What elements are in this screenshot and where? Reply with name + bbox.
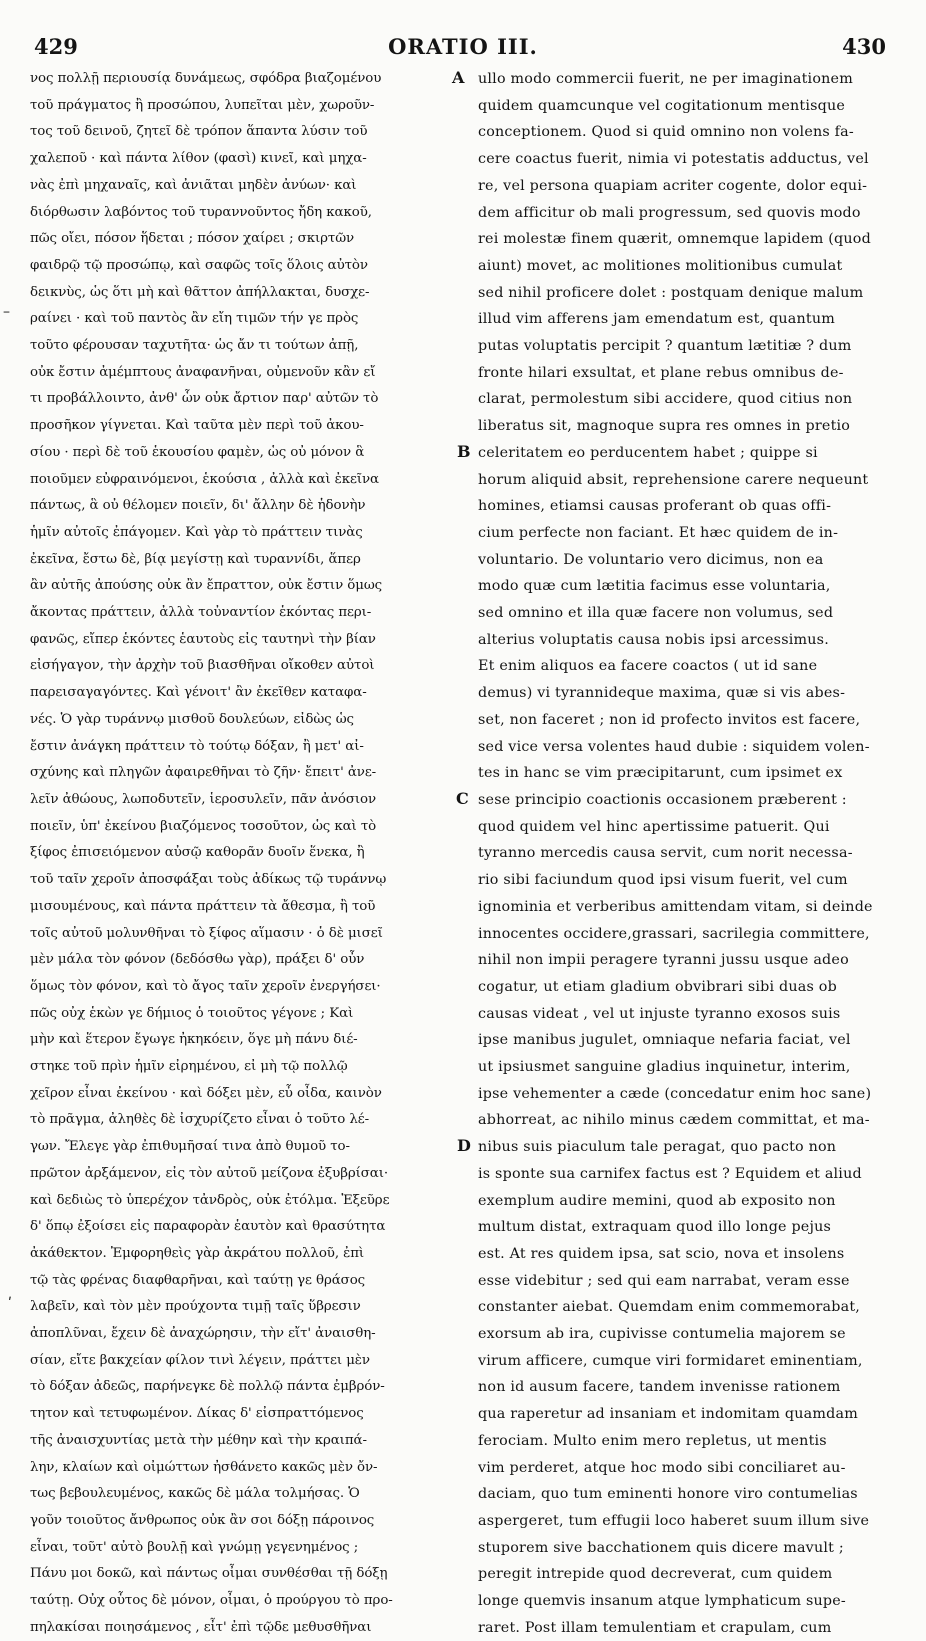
latin-text-line: clarat, permolestum sibi accidere, quod citius non bbox=[478, 391, 853, 408]
latin-text-line: causas videat , vel ut injuste tyranno exosos suis bbox=[478, 1005, 841, 1022]
latin-text-line: re, vel persona quapiam acriter cogente, dolor equi- bbox=[478, 177, 868, 194]
latin-text-line: qua raperetur ad insaniam et indomitam quamdam bbox=[478, 1406, 858, 1423]
latin-text-line: alterius voluptatis causa nobis ipsi arcessimus. bbox=[478, 631, 829, 648]
greek-text-line: ἐκεῖνα, ἔστω δὲ, βίᾳ μεγίστῃ καὶ τυραννίδι, ἅπερ bbox=[30, 551, 361, 567]
latin-text-line: liberatus sit, magnoque supra res omnes in pretio bbox=[478, 418, 851, 435]
latin-text-line: celeritatem eo perducentem habet ; quippe si bbox=[478, 444, 818, 461]
greek-text-line: ποιεῖν, ὑπ' ἐκείνου βιαζόμενος τοσοῦτον, ὡς καὶ τὸ bbox=[30, 818, 377, 834]
greek-text-line: ποιοῦμεν εὐφραινόμενοι, ἑκούσια , ἀλλὰ καὶ ἐκεῖνα bbox=[30, 471, 379, 487]
latin-text-line: quidem quamcunque vel cogitationum mentisque bbox=[478, 97, 846, 114]
latin-text-line: abhorreat, ac nihilo minus cædem committat, et ma- bbox=[478, 1112, 870, 1129]
latin-text-line: sed vice versa volentes haud dubie : siquidem volen- bbox=[478, 738, 870, 755]
greek-text-line: τῆς ἀναισχυντίας μετὰ τὴν μέθην καὶ τὴν κραιπά- bbox=[30, 1432, 367, 1448]
latin-text-line: ut ipsiusmet sanguine gladius inquinetur, interim, bbox=[478, 1059, 851, 1076]
latin-text-line: ipse manibus jugulet, omniaque nefaria faciat, vel bbox=[478, 1032, 851, 1049]
greek-text-line: ἂν αὐτῆς ἀπούσης οὐκ ἂν ἔπραττον, οὐκ ἔστιν ὅμως bbox=[30, 578, 383, 594]
greek-text-line: τως βεβουλευμένος, κακῶς δὲ μάλα τολμήσας. Ὁ bbox=[30, 1486, 360, 1502]
page-number-left: 429 bbox=[34, 34, 78, 59]
greek-text-line: πάντως, ἃ οὐ θέλομεν ποιεῖν, δι' ἄλλην δὲ ἡδονὴν bbox=[30, 498, 366, 514]
latin-text-line: cere coactus fuerit, nimia vi potestatis adductus, vel bbox=[478, 151, 869, 168]
greek-text-line: μὴν καὶ ἕτερον ἔγωγε ἠκηκόειν, ὅγε μὴ πάνυ διέ- bbox=[30, 1032, 358, 1048]
latin-text-line: voluntario. De voluntario vero dicimus, non ea bbox=[478, 551, 824, 568]
page-number-right: 430 bbox=[842, 34, 886, 59]
latin-text-line: tes in hanc se vim præcipitarunt, cum ipsimet ex bbox=[478, 765, 843, 782]
latin-text-line: virum afficere, cumque viri formidaret eminentiam, bbox=[478, 1352, 863, 1369]
greek-text-column bbox=[30, 66, 460, 1641]
greek-text-line: πρῶτον ἀρξάμενον, εἰς τὸν αὐτοῦ μείζονα ἐξυβρίσαι· bbox=[30, 1165, 389, 1181]
greek-text-line: ραίνει · καὶ τοῦ παντὸς ἂν εἴη τιμῶν τήν γε πρὸς bbox=[30, 311, 359, 327]
greek-text-line: προσῆκον γίγνεται. Καὶ ταῦτα μὲν περὶ τοῦ ἀκου- bbox=[30, 418, 364, 434]
latin-text-line: demus) vi tyrannideque maxima, quæ si vis abes- bbox=[478, 685, 846, 702]
greek-text-line: ὅμως τὸν φόνον, καὶ τὸ ἄγος ταῖν χεροῖν ἐνεργήσει· bbox=[30, 978, 381, 994]
latin-text-line: sese principio coactionis occasionem præberent : bbox=[478, 791, 847, 808]
greek-text-line: νὰς ἐπὶ μηχαναῖς, καὶ ἀνιᾶται μηδὲν ἀνύων· καὶ bbox=[30, 177, 357, 193]
latin-text-line: exorsum ab ira, cupivisse contumelia majorem se bbox=[478, 1326, 846, 1343]
greek-text-line: ἀκάθεκτον. Ἐμφορηθεὶς γὰρ ἀκράτου πολλοῦ, ἐπὶ bbox=[30, 1245, 365, 1261]
latin-text-line: conceptionem. Quod si quid omnino non volens fa- bbox=[478, 124, 854, 141]
greek-text-line: πῶς οὐχ ἑκὼν γε δήμιος ὁ τοιοῦτος γέγονε ; Καὶ bbox=[30, 1005, 354, 1021]
latin-text-line: ferociam. Multo enim mero repletus, ut mentis bbox=[478, 1432, 827, 1449]
latin-text-line: nihil non impii peragere tyranni jussu usque adeo bbox=[478, 952, 849, 969]
latin-text-line: ignominia et verberibus amittendam vitam, si deinde bbox=[478, 898, 873, 915]
greek-text-line: παρεισαγαγόντες. Καὶ γένοιτ' ἂν ἐκεῖθεν καταφα- bbox=[30, 685, 367, 701]
greek-text-line: μὲν μάλα τὸν φόνον (δεδόσθω γὰρ), πράξει δ' οὖν bbox=[30, 952, 365, 968]
greek-text-line: τι προβάλλοιντο, ἀνθ' ὧν οὐκ ἄρτιον παρ' αὐτῶν τὸ bbox=[30, 391, 379, 407]
greek-text-line: στηκε τοῦ πρὶν ἡμῖν εἰρημένου, εἰ μὴ τῷ πολλῷ bbox=[30, 1059, 348, 1075]
latin-text-line: fronte hilari exsultat, et plane rebus omnibus de- bbox=[478, 364, 844, 381]
latin-text-line: ullo modo commercii fuerit, ne per imaginationem bbox=[478, 71, 853, 87]
greek-text-line: χεῖρον εἶναι ἐκείνου · καὶ δόξει μὲν, εὖ οἶδα, καινὸν bbox=[30, 1085, 382, 1101]
greek-text-line: διόρθωσιν λαβόντος τοῦ τυραννοῦντος ἤδη κακοῦ, bbox=[30, 204, 372, 220]
latin-text-line: innocentes occidere,grassari, sacrilegia committere, bbox=[478, 925, 870, 942]
latin-text-line: daciam, quo tum eminenti honore viro contumelias bbox=[478, 1486, 858, 1503]
latin-text-line: aspergeret, tum effugii loco haberet suum illum sive bbox=[478, 1512, 870, 1529]
greek-text-line: δεικνὺς, ὡς ὅτι μὴ καὶ θᾶττον ἀπήλλακται, δυσχε- bbox=[30, 284, 370, 300]
latin-text-line: rei molestæ finem quærit, omnemque lapidem (quod bbox=[478, 231, 871, 248]
greek-text-line: τοῦ πράγματος ἢ προσώπου, λυπεῖται μὲν, χωροῦν- bbox=[30, 97, 375, 113]
latin-text-line: ipse vehementer a cæde (concedatur enim hoc sane) bbox=[478, 1085, 872, 1102]
greek-text-line: δ' ὅπῳ ἐξοίσει εἰς παραφορὰν ἑαυτὸν καὶ θρασύτητα bbox=[30, 1219, 386, 1235]
latin-text-line: cogatur, ut etiam gladium obvibrari sibi duas ob bbox=[478, 978, 837, 995]
greek-text-line: Πάνυ μοι δοκῶ, καὶ πάντως οἶμαι συνθέσθαι τῇ δόξῃ bbox=[30, 1566, 388, 1582]
greek-text-line: τοῖς αὐτοῦ μολυνθῆναι τὸ ξίφος αἵμασιν · ὁ δὲ μισεῖ bbox=[30, 925, 383, 941]
greek-text-line: σχύνης καὶ πληγῶν ἀφαιρεθῆναι τὸ ζῆν· ἔπειτ' ἀνε- bbox=[30, 765, 377, 781]
greek-text-line: γων. Ἔλεγε γὰρ ἐπιθυμῆσαί τινα ἀπὸ θυμοῦ το- bbox=[30, 1139, 350, 1155]
latin-text-line: tyranno mercedis causa servit, cum norit necessa- bbox=[478, 845, 853, 862]
greek-text-line: τῷ τὰς φρένας διαφθαρῆναι, καὶ ταύτῃ γε θράσος bbox=[30, 1272, 366, 1288]
latin-text-line: Et enim aliquos ea facere coactos ( ut id sane bbox=[478, 658, 818, 675]
latin-text-line: set, non faceret ; non id profecto invitos est facere, bbox=[478, 711, 861, 728]
greek-text-line: τοῦτο φέρουσαν ταχυτῆτα· ὡς ἄν τι τούτων ἀπῇ, bbox=[30, 338, 359, 354]
greek-text-line: τὸ δόξαν ἀδεῶς, παρήνεγκε δὲ πολλῷ πάντα ἐμβρόν- bbox=[30, 1379, 385, 1395]
running-title: ORATIO III. bbox=[388, 34, 538, 59]
latin-text-line: modo quæ cum lætitia facimus esse voluntaria, bbox=[478, 578, 831, 595]
greek-text-line: σίου · περὶ δὲ τοῦ ἑκουσίου φαμὲν, ὡς οὐ μόνον ἃ bbox=[30, 444, 365, 460]
latin-text-column bbox=[478, 66, 898, 1641]
greek-text-line: φαιδρῷ τῷ προσώπῳ, καὶ σαφῶς τοῖς ὅλοις αὐτὸν bbox=[30, 257, 368, 273]
greek-text-line: οὐκ ἔστιν ἀμέμπτους ἀναφανῆναι, οὐμενοῦν κἂν εἴ bbox=[30, 364, 376, 380]
greek-text-line: ἔστιν ἀνάγκη πράττειν τὸ τούτῳ δόξαν, ἢ μετ' αἰ- bbox=[30, 738, 364, 754]
latin-text-line: peregit intrepide quod decreverat, cum quidem bbox=[478, 1566, 833, 1583]
greek-text-line: λην, κλαίων καὶ οἰμώττων ἠσθάνετο κακῶς μὲν ὄν- bbox=[30, 1459, 378, 1475]
greek-text-line: εἰσήγαγον, τὴν ἀρχὴν τοῦ βιασθῆναι οἴκοθεν αὐτοὶ bbox=[30, 658, 375, 674]
greek-text-line: πῶς οἴει, πόσον ἥδεται ; πόσον χαίρει ; σκιρτῶν bbox=[30, 231, 355, 247]
latin-text-line: dem afficitur ob mali progressum, sed quovis modo bbox=[478, 204, 861, 221]
greek-text-line: τητον καὶ τετυφωμένον. Δίκας δ' εἰσπραττόμενος bbox=[30, 1406, 364, 1422]
latin-text-line: cium perfecte non faciant. Et hæc quidem de in- bbox=[478, 524, 839, 541]
running-header bbox=[0, 34, 926, 64]
greek-text-line: πηλακίσαι ποιησάμενος , εἶτ' ἐπὶ τῷδε μεθυσθῆναι bbox=[30, 1619, 372, 1635]
latin-text-line: homines, etiamsi causas proferant ob quas offi- bbox=[478, 498, 832, 515]
greek-text-line: λαβεῖν, καὶ τὸν μὲν προύχοντα τιμῇ ταῖς ὕβρεσιν bbox=[30, 1299, 361, 1315]
section-marker-d: D bbox=[457, 1136, 471, 1155]
latin-text-line: non id ausum facere, tandem invenisse rationem bbox=[478, 1379, 841, 1396]
latin-text-line: illud vim afferens jam emendatum est, quantum bbox=[478, 311, 836, 328]
margin-dash: – bbox=[3, 304, 10, 320]
section-marker-c: C bbox=[456, 789, 469, 808]
margin-tick: ʹ bbox=[8, 1296, 12, 1312]
greek-text-line: φανῶς, εἴπερ ἑκόντες ἑαυτοὺς εἰς ταυτηνὶ τὴν βίαν bbox=[30, 631, 376, 647]
latin-text-line: horum aliquid absit, reprehensione carere nequeunt bbox=[478, 471, 869, 488]
greek-text-line: τοῦ ταῖν χεροῖν ἀποσφάξαι τοὺς ἀδίκως τῷ τυράννῳ bbox=[30, 872, 387, 888]
latin-text-line: stuporem sive bacchationem quis dicere mavult ; bbox=[478, 1539, 844, 1556]
greek-text-line: χαλεποῦ · καὶ πάντα λίθον (φασὶ) κινεῖ, καὶ μηχα- bbox=[30, 151, 367, 167]
greek-text-line: ἄκοντας πράττειν, ἀλλὰ τοὐναντίον ἑκόντας περι- bbox=[30, 605, 372, 621]
latin-text-line: multum distat, extraquam quod illo longe pejus bbox=[478, 1219, 832, 1236]
latin-text-line: exemplum audire memini, quod ab exposito non bbox=[478, 1192, 836, 1209]
section-marker-b: B bbox=[457, 442, 471, 461]
latin-text-line: raret. Post illam temulentiam et crapulam, cum bbox=[478, 1619, 832, 1636]
latin-text-line: is sponte sua carnifex factus est ? Equidem et aliud bbox=[478, 1165, 862, 1182]
latin-text-line: rio sibi faciundum quod ipsi visum fuerit, vel cum bbox=[478, 872, 848, 889]
latin-text-line: constanter aiebat. Quemdam enim commemorabat, bbox=[478, 1299, 861, 1316]
latin-text-line: sed nihil proficere dolet : postquam denique malum bbox=[478, 284, 864, 301]
latin-text-line: vim perderet, atque hoc modo sibi conciliaret au- bbox=[478, 1459, 846, 1476]
greek-text-line: μισουμένους, καὶ πάντα πράττειν τὰ ἄθεσμα, ἢ τοῦ bbox=[30, 898, 376, 914]
greek-text-line: εἶναι, τοῦτ' αὐτὸ βουλῇ καὶ γνώμῃ γεγενημένος ; bbox=[30, 1539, 359, 1555]
latin-text-line: esse videbitur ; sed qui eam narrabat, veram esse bbox=[478, 1272, 850, 1289]
greek-text-line: ἡμῖν αὐτοῖς ἐπάγομεν. Καὶ γὰρ τὸ πράττειν τινὰς bbox=[30, 524, 363, 540]
latin-text-line: aiunt) movet, ac molitiones molitionibus cumulat bbox=[478, 257, 843, 274]
greek-text-line: τὸ πρᾶγμα, ἀληθὲς δὲ ἰσχυρίζετο εἶναι ὁ τοῦτο λέ- bbox=[30, 1112, 370, 1128]
latin-text-line: longe quemvis insanum atque lymphaticum supe- bbox=[478, 1593, 846, 1610]
greek-text-line: ξίφος ἐπισειόμενον αὐσῷ καθορᾶν δυοῖν ἕνεκα, ἢ bbox=[30, 845, 365, 861]
greek-text-line: τος τοῦ δεινοῦ, ζητεῖ δὲ τρόπον ἅπαντα λύσιν τοῦ bbox=[30, 124, 368, 140]
latin-text-line: nibus suis piaculum tale peragat, quo pacto non bbox=[478, 1139, 837, 1156]
latin-text-line: sed omnino et illa quæ facere non volumus, sed bbox=[478, 605, 834, 622]
greek-text-line: σίαν, εἴτε βακχείαν φίλον τινὶ λέγειν, πράττει μὲν bbox=[30, 1352, 370, 1368]
greek-text-line: ταύτῃ. Οὐχ οὗτος δὲ μόνον, οἶμαι, ὁ προύργου τὸ προ- bbox=[30, 1593, 393, 1609]
greek-text-line: λεῖν ἀθώους, λωποδυτεῖν, ἱεροσυλεῖν, πᾶν ἀνόσιον bbox=[30, 791, 377, 807]
latin-text-line: est. At res quidem ipsa, sat scio, nova et insolens bbox=[478, 1245, 845, 1262]
latin-text-line: putas voluptatis percipit ? quantum lætitiæ ? dum bbox=[478, 338, 852, 355]
greek-text-line: ἀποπλῦναι, ἔχειν δὲ ἀναχώρησιν, τὴν εἴτ' ἀναισθη- bbox=[30, 1326, 376, 1342]
greek-text-line: καὶ δεδιὼς τὸ ὑπερέχον τἀνδρὸς, οὐκ ἐτόλμα. Ἐξεῦρε bbox=[30, 1192, 390, 1208]
greek-text-line: γοῦν τοιοῦτος ἄνθρωπος οὐκ ἂν σοι δόξῃ πάροινος bbox=[30, 1512, 375, 1528]
section-marker-a: A bbox=[452, 68, 465, 87]
greek-text-line: νές. Ὁ γὰρ τυράννῳ μισθοῦ δουλεύων, εἰδὼς ὡς bbox=[30, 711, 354, 727]
greek-text-line: νος πολλῇ περιουσίᾳ δυνάμεως, σφόδρα βιαζομένου bbox=[30, 71, 382, 86]
latin-text-line: quod quidem vel hinc apertissime patuerit. Qui bbox=[478, 818, 830, 835]
